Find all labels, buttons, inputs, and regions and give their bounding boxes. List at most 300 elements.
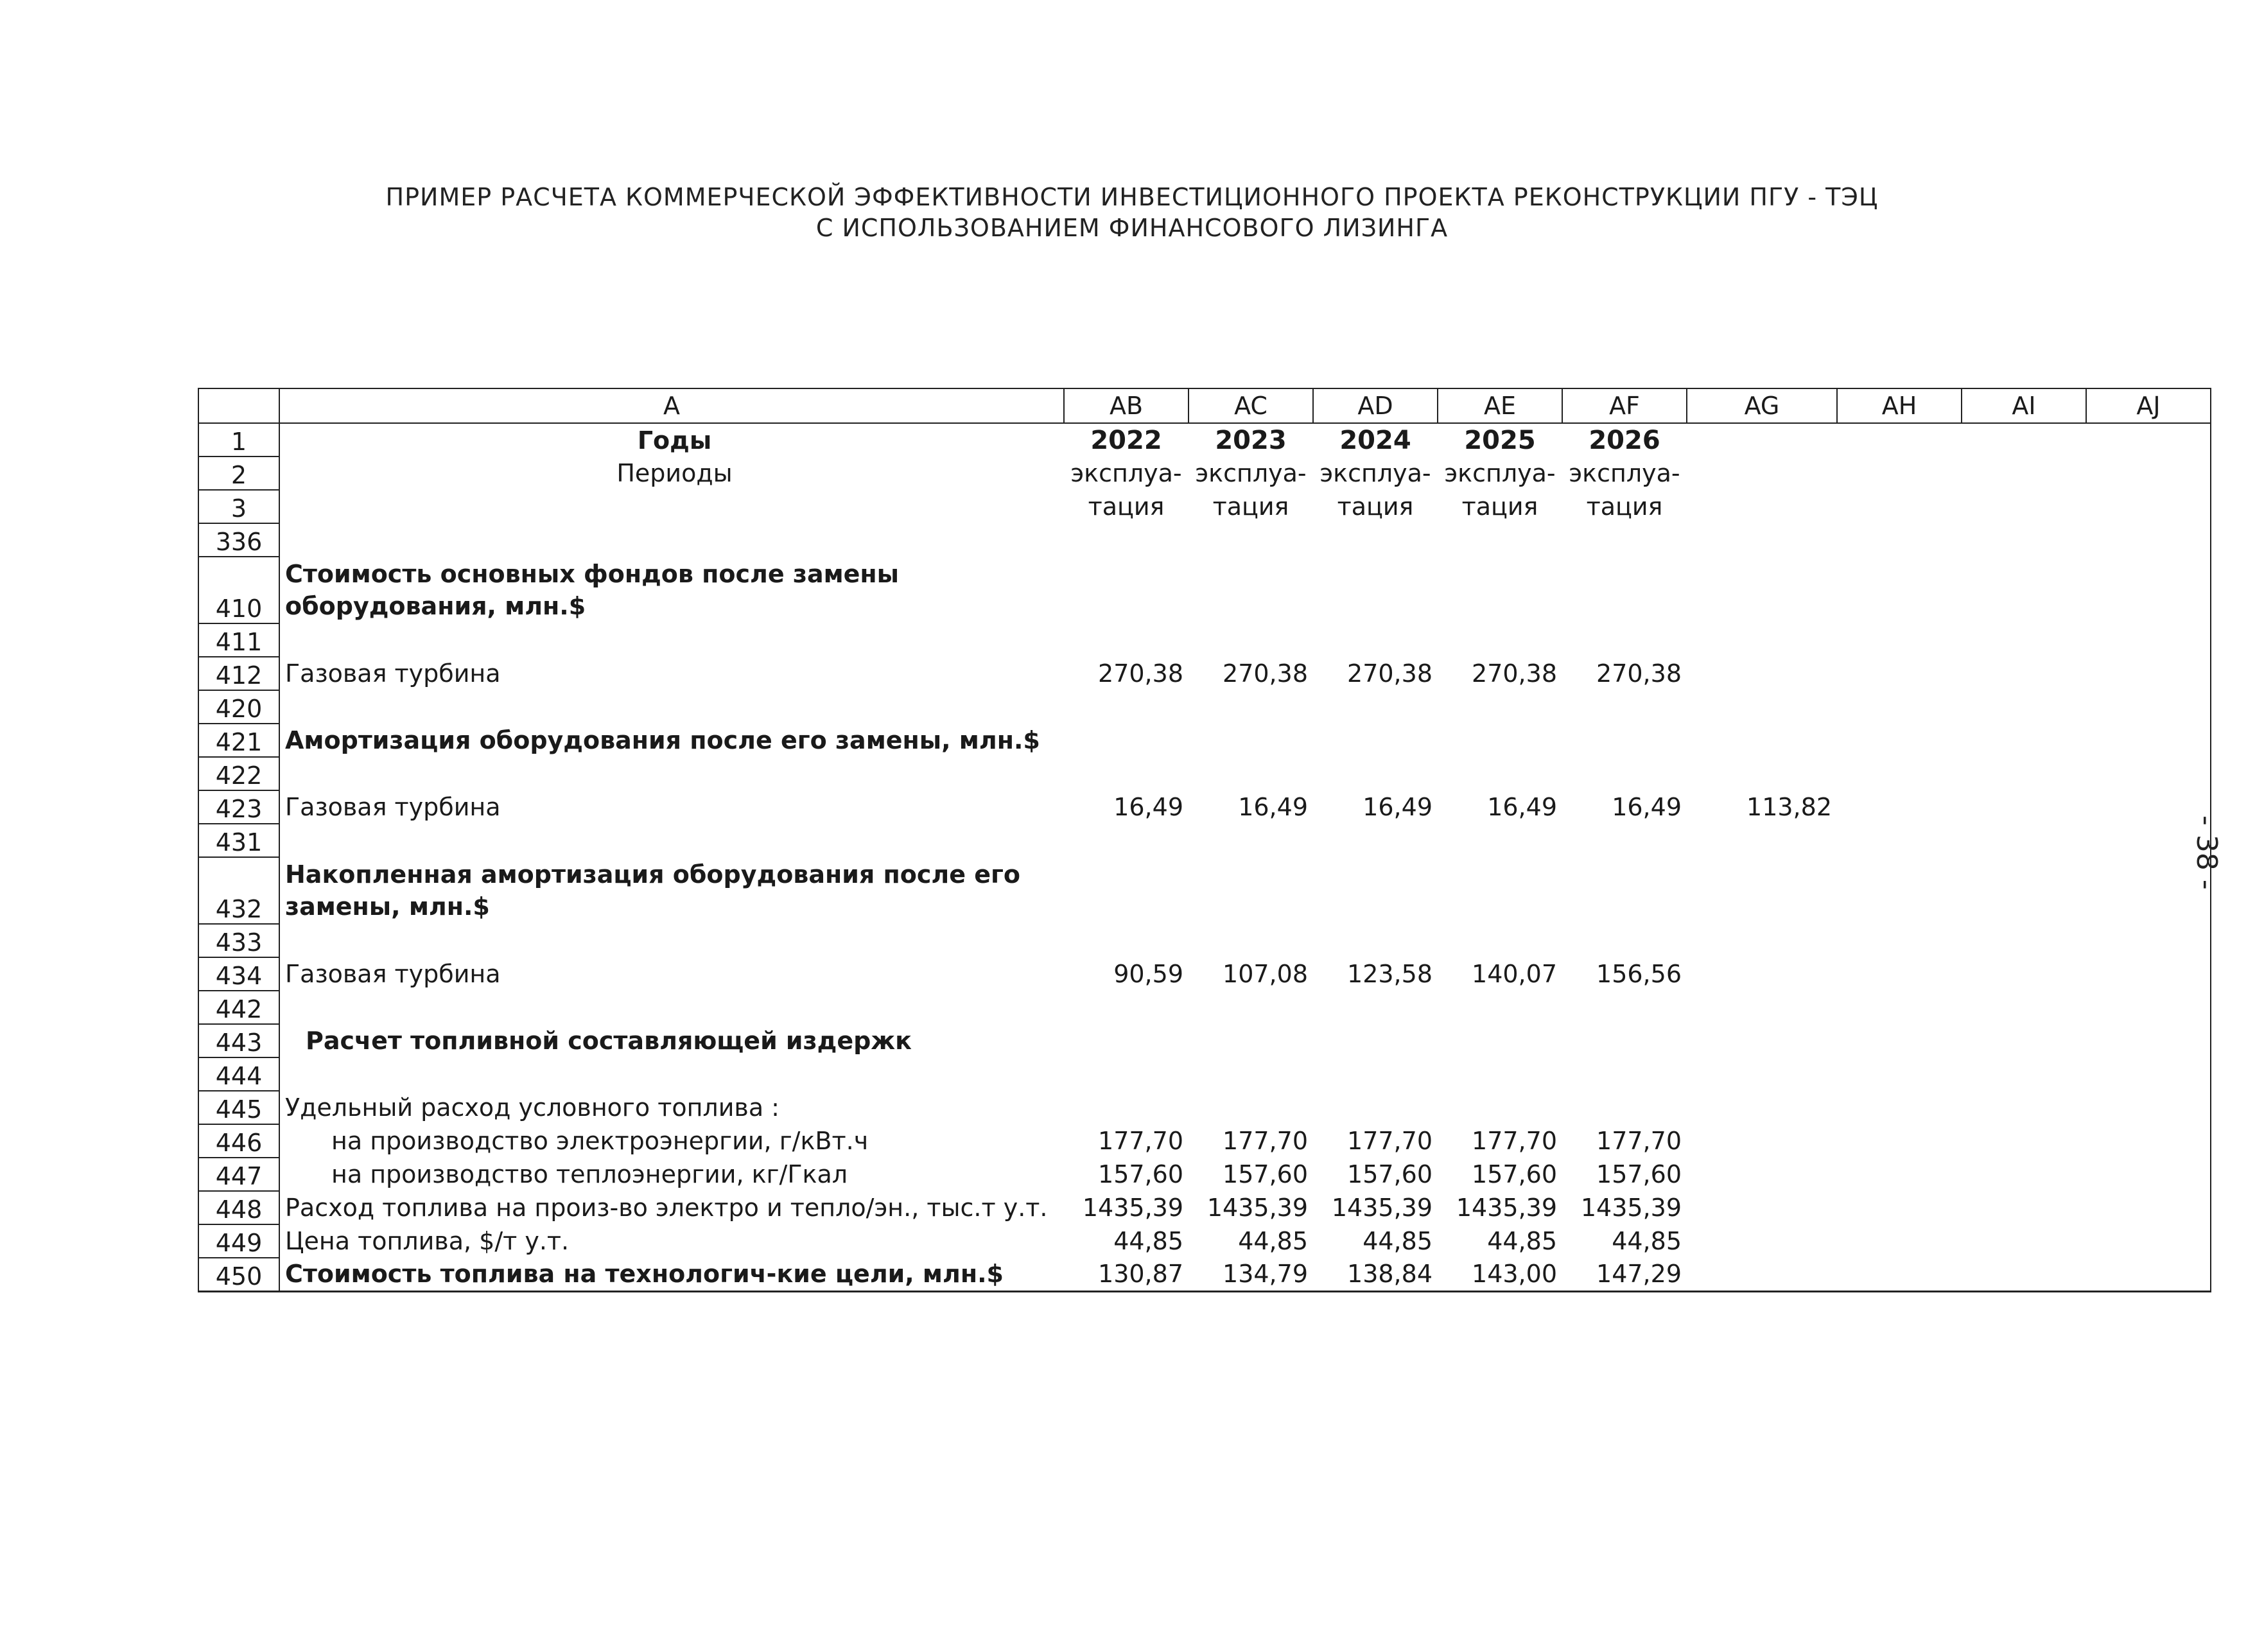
- table-row: [198, 1124, 2211, 1158]
- table-row: [198, 690, 2211, 724]
- row-number[interactable]: 3: [198, 490, 279, 523]
- row-label[interactable]: Расчет топливной составляющей издержк: [279, 1024, 1064, 1057]
- cell-value[interactable]: [2086, 1124, 2211, 1158]
- row-number[interactable]: 2: [198, 456, 279, 490]
- cell-value[interactable]: [2086, 423, 2211, 456]
- cell-value[interactable]: [2086, 1024, 2211, 1057]
- cell-value[interactable]: [1962, 1224, 2086, 1258]
- table-row: [198, 991, 2211, 1024]
- cell-value[interactable]: 138,84: [1313, 1258, 1438, 1291]
- cell-value[interactable]: [2086, 924, 2211, 957]
- cell-value[interactable]: 2026: [1589, 425, 1660, 455]
- row-number[interactable]: 443: [198, 1024, 279, 1057]
- cell-value[interactable]: [1687, 456, 1837, 490]
- cell-value[interactable]: [1313, 924, 1438, 957]
- cell-value[interactable]: 1435,39: [1206, 1194, 1308, 1222]
- column-header-ai[interactable]: AI: [1962, 388, 2086, 423]
- cell-value[interactable]: [2086, 523, 2211, 557]
- cell-value[interactable]: [1189, 1024, 1313, 1057]
- row-label[interactable]: [279, 924, 1064, 957]
- cell-value[interactable]: [1962, 690, 2086, 724]
- cell-value[interactable]: [1837, 623, 1962, 657]
- cell-value[interactable]: [1189, 690, 1313, 724]
- cell-value[interactable]: [1313, 991, 1438, 1024]
- cell-value[interactable]: [1562, 1024, 1687, 1057]
- cell-value[interactable]: [1837, 456, 1962, 490]
- cell-value[interactable]: [2086, 690, 2211, 724]
- cell-value[interactable]: [1064, 757, 1189, 790]
- row-number[interactable]: 431: [198, 824, 279, 857]
- page-number: - 38 -: [2190, 815, 2223, 890]
- cell-value[interactable]: [1064, 824, 1189, 857]
- cell-value[interactable]: [1962, 490, 2086, 523]
- cell-value[interactable]: [1687, 523, 1837, 557]
- cell-value[interactable]: [1064, 1091, 1189, 1124]
- row-label[interactable]: Газовая турбина: [279, 657, 1064, 690]
- cell-value[interactable]: 16,49: [1487, 793, 1557, 821]
- cell-value[interactable]: 270,38: [1098, 659, 1183, 688]
- cell-value[interactable]: 157,60: [1472, 1160, 1557, 1188]
- cell-value[interactable]: [1837, 1158, 1962, 1191]
- table-row: [198, 790, 2211, 824]
- cell-value[interactable]: [2086, 991, 2211, 1024]
- cell-value[interactable]: [1962, 1191, 2086, 1224]
- column-header-a[interactable]: A: [279, 388, 1064, 423]
- row-number[interactable]: 411: [198, 623, 279, 657]
- cell-value[interactable]: [1687, 1158, 1837, 1191]
- cell-value[interactable]: [1438, 824, 1562, 857]
- cell-value[interactable]: [1962, 623, 2086, 657]
- cell-value[interactable]: 270,38: [1223, 659, 1308, 688]
- row-label[interactable]: Годы: [279, 423, 1064, 456]
- cell-value[interactable]: [1687, 1057, 1837, 1091]
- cell-value[interactable]: [1687, 757, 1837, 790]
- cell-value[interactable]: [1313, 824, 1438, 857]
- cell-value[interactable]: [1313, 690, 1438, 724]
- cell-value[interactable]: [1962, 1057, 2086, 1091]
- cell-value[interactable]: [1837, 957, 1962, 991]
- cell-value[interactable]: [1687, 1258, 1837, 1291]
- cell-value[interactable]: [1837, 1224, 1962, 1258]
- cell-value[interactable]: эксплуа-: [1319, 459, 1431, 487]
- cell-value[interactable]: [2086, 557, 2211, 623]
- cell-value[interactable]: [1837, 790, 1962, 824]
- row-number[interactable]: 412: [198, 657, 279, 690]
- cell-value[interactable]: [1438, 857, 1562, 924]
- cell-value[interactable]: тация: [1337, 492, 1414, 521]
- cell-value[interactable]: [1837, 1057, 1962, 1091]
- cell-value[interactable]: [2086, 1191, 2211, 1224]
- cell-value[interactable]: [1189, 824, 1313, 857]
- cell-value[interactable]: 157,60: [1347, 1160, 1432, 1188]
- cell-value[interactable]: [1189, 523, 1313, 557]
- row-label[interactable]: [279, 490, 1064, 523]
- cell-value[interactable]: [2086, 824, 2211, 857]
- row-number[interactable]: 336: [198, 523, 279, 557]
- cell-value[interactable]: [1189, 1091, 1313, 1124]
- cell-value[interactable]: [1064, 991, 1189, 1024]
- cell-value[interactable]: [1313, 623, 1438, 657]
- cell-value[interactable]: 90,59: [1113, 960, 1183, 988]
- row-label[interactable]: [279, 1057, 1064, 1091]
- cell-value[interactable]: 2022: [1090, 425, 1162, 455]
- cell-value[interactable]: 2024: [1339, 425, 1411, 455]
- column-header-ae[interactable]: AE: [1438, 388, 1562, 423]
- row-label[interactable]: Стоимость основных фондов после замены оборудования, млн.$: [279, 557, 1064, 623]
- cell-value[interactable]: 157,60: [1223, 1160, 1308, 1188]
- cell-value[interactable]: 157,60: [1098, 1160, 1183, 1188]
- cell-value[interactable]: 16,49: [1113, 793, 1183, 821]
- cell-value[interactable]: 130,87: [1064, 1258, 1189, 1291]
- table-row: [198, 1258, 2211, 1291]
- cell-value[interactable]: [1962, 557, 2086, 623]
- cell-value[interactable]: [1962, 523, 2086, 557]
- cell-value[interactable]: [1064, 1024, 1189, 1057]
- row-label[interactable]: Расход топлива на произ-во электро и тепло/эн., тыс.т у.т.: [279, 1191, 1064, 1224]
- cell-value[interactable]: [1562, 724, 1687, 757]
- cell-value[interactable]: [1962, 456, 2086, 490]
- cell-value[interactable]: 44,85: [1363, 1227, 1432, 1255]
- cell-value[interactable]: [1438, 991, 1562, 1024]
- cell-value[interactable]: [1064, 724, 1189, 757]
- cell-value[interactable]: [1962, 657, 2086, 690]
- cell-value[interactable]: 147,29: [1562, 1258, 1687, 1291]
- cell-value[interactable]: [1687, 824, 1837, 857]
- row-number[interactable]: 423: [198, 790, 279, 824]
- row-label[interactable]: на производство электроэнергии, г/кВт.ч: [279, 1124, 1064, 1158]
- row-label[interactable]: на производство теплоэнергии, кг/Гкал: [279, 1158, 1064, 1191]
- cell-value[interactable]: [2086, 490, 2211, 523]
- cell-value[interactable]: [1962, 991, 2086, 1024]
- cell-value[interactable]: [1962, 790, 2086, 824]
- cell-value[interactable]: [1687, 1024, 1837, 1057]
- cell-value[interactable]: [1962, 957, 2086, 991]
- cell-value[interactable]: [2086, 1057, 2211, 1091]
- row-label[interactable]: [279, 824, 1064, 857]
- row-label[interactable]: Газовая турбина: [279, 790, 1064, 824]
- row-number[interactable]: 1: [198, 423, 279, 456]
- cell-value[interactable]: [1687, 690, 1837, 724]
- cell-value[interactable]: [1562, 523, 1687, 557]
- cell-value[interactable]: [1438, 1091, 1562, 1124]
- row-number[interactable]: 447: [198, 1158, 279, 1191]
- cell-value[interactable]: эксплуа-: [1569, 459, 1680, 487]
- cell-value[interactable]: [1962, 423, 2086, 456]
- cell-value[interactable]: [1837, 490, 1962, 523]
- table-row: [198, 456, 2211, 490]
- cell-value[interactable]: [2086, 757, 2211, 790]
- table-row: [198, 423, 2211, 456]
- row-label[interactable]: [279, 690, 1064, 724]
- cell-value[interactable]: 143,00: [1438, 1258, 1562, 1291]
- row-number[interactable]: 446: [198, 1124, 279, 1158]
- column-header-ab[interactable]: AB: [1064, 388, 1189, 423]
- document-title-line-2: С ИСПОЛЬЗОВАНИЕМ ФИНАНСОВОГО ЛИЗИНГА: [815, 214, 1449, 242]
- cell-value[interactable]: [2086, 1158, 2211, 1191]
- table-row: [198, 857, 2211, 924]
- cell-value[interactable]: [2086, 957, 2211, 991]
- cell-value[interactable]: [1837, 824, 1962, 857]
- cell-value[interactable]: [1837, 557, 1962, 623]
- cell-value[interactable]: [1562, 623, 1687, 657]
- cell-value[interactable]: [1837, 657, 1962, 690]
- cell-value[interactable]: [1687, 557, 1837, 623]
- cell-value[interactable]: [1438, 623, 1562, 657]
- row-label[interactable]: Цена топлива, $/т у.т.: [279, 1224, 1064, 1258]
- cell-value[interactable]: [1687, 924, 1837, 957]
- cell-value[interactable]: [2086, 657, 2211, 690]
- cell-value[interactable]: [1313, 1091, 1438, 1124]
- row-number[interactable]: 450: [198, 1258, 279, 1291]
- cell-value[interactable]: [2086, 1258, 2211, 1291]
- cell-value[interactable]: [1837, 757, 1962, 790]
- cell-value[interactable]: [2086, 1224, 2211, 1258]
- cell-value[interactable]: [1687, 1091, 1837, 1124]
- cell-value[interactable]: [1313, 757, 1438, 790]
- cell-value[interactable]: 134,79: [1189, 1258, 1313, 1291]
- table-row: [198, 757, 2211, 790]
- row-number[interactable]: 410: [198, 557, 279, 623]
- cell-value[interactable]: [1189, 724, 1313, 757]
- cell-value[interactable]: [1687, 490, 1837, 523]
- cell-value[interactable]: [1313, 724, 1438, 757]
- cell-value[interactable]: 177,70: [1596, 1127, 1682, 1155]
- column-header-af[interactable]: AF: [1562, 388, 1687, 423]
- table-row: [198, 924, 2211, 957]
- cell-value[interactable]: [1313, 557, 1438, 623]
- cell-value[interactable]: [1687, 857, 1837, 924]
- table-row: [198, 957, 2211, 991]
- cell-value[interactable]: [1837, 1258, 1962, 1291]
- cell-value[interactable]: 270,38: [1347, 659, 1432, 688]
- spreadsheet-table: [198, 388, 2211, 1292]
- cell-value[interactable]: [1189, 557, 1313, 623]
- cell-value[interactable]: 44,85: [1238, 1227, 1308, 1255]
- cell-value[interactable]: [1189, 924, 1313, 957]
- cell-value[interactable]: 44,85: [1113, 1227, 1183, 1255]
- table-row: [198, 557, 2211, 623]
- row-number[interactable]: 434: [198, 957, 279, 991]
- cell-value[interactable]: [1962, 724, 2086, 757]
- cell-value[interactable]: тация: [1586, 492, 1663, 521]
- corner-cell[interactable]: [198, 388, 279, 423]
- cell-value[interactable]: [1562, 690, 1687, 724]
- cell-value[interactable]: 177,70: [1347, 1127, 1432, 1155]
- cell-value[interactable]: 1435,39: [1331, 1194, 1432, 1222]
- cell-value[interactable]: [1687, 657, 1837, 690]
- row-label[interactable]: Стоимость топлива на технологич-кие цели, млн.$: [279, 1258, 1064, 1291]
- cell-value[interactable]: 270,38: [1596, 659, 1682, 688]
- cell-value[interactable]: [1562, 557, 1687, 623]
- row-number[interactable]: 420: [198, 690, 279, 724]
- cell-value[interactable]: [1562, 757, 1687, 790]
- cell-value[interactable]: 177,70: [1223, 1127, 1308, 1155]
- cell-value[interactable]: [1837, 991, 1962, 1024]
- row-label[interactable]: Накопленная амортизация оборудования после его замены, млн.$: [279, 857, 1064, 924]
- cell-value[interactable]: [1438, 757, 1562, 790]
- cell-value[interactable]: 107,08: [1223, 960, 1308, 988]
- cell-value[interactable]: [1438, 1057, 1562, 1091]
- cell-value[interactable]: 16,49: [1363, 793, 1432, 821]
- cell-value[interactable]: [1562, 991, 1687, 1024]
- cell-value[interactable]: [1189, 757, 1313, 790]
- cell-value[interactable]: [1962, 1258, 2086, 1291]
- cell-value[interactable]: [1962, 1091, 2086, 1124]
- cell-value[interactable]: [1837, 857, 1962, 924]
- row-label[interactable]: Газовая турбина: [279, 957, 1064, 991]
- cell-value[interactable]: [2086, 790, 2211, 824]
- cell-value[interactable]: [1189, 1057, 1313, 1091]
- table-row: [198, 1091, 2211, 1124]
- cell-value[interactable]: [1687, 1224, 1837, 1258]
- cell-value[interactable]: 16,49: [1612, 793, 1682, 821]
- cell-value[interactable]: [1189, 857, 1313, 924]
- cell-value[interactable]: [1962, 1158, 2086, 1191]
- cell-value[interactable]: [1687, 1191, 1837, 1224]
- row-number[interactable]: 432: [198, 857, 279, 924]
- row-label[interactable]: Удельный расход условного топлива :: [279, 1091, 1064, 1124]
- cell-value[interactable]: [1837, 1091, 1962, 1124]
- cell-value[interactable]: [1962, 857, 2086, 924]
- cell-value[interactable]: [1562, 1057, 1687, 1091]
- column-header-ah[interactable]: AH: [1837, 388, 1962, 423]
- cell-value[interactable]: [1962, 824, 2086, 857]
- table-row: [198, 657, 2211, 690]
- cell-value[interactable]: [1313, 1057, 1438, 1091]
- row-label[interactable]: [279, 991, 1064, 1024]
- cell-value[interactable]: [1962, 924, 2086, 957]
- table-row: [198, 824, 2211, 857]
- cell-value[interactable]: 2023: [1215, 425, 1287, 455]
- cell-value[interactable]: [1687, 623, 1837, 657]
- row-label[interactable]: Периоды: [279, 456, 1064, 490]
- cell-value[interactable]: 16,49: [1238, 793, 1308, 821]
- cell-value[interactable]: [1837, 1191, 1962, 1224]
- table-row: [198, 1191, 2211, 1224]
- cell-value[interactable]: 177,70: [1098, 1127, 1183, 1155]
- cell-value[interactable]: [1687, 423, 1837, 456]
- column-header-ac[interactable]: AC: [1189, 388, 1313, 423]
- cell-value[interactable]: [1064, 924, 1189, 957]
- cell-value[interactable]: [1064, 857, 1189, 924]
- row-label[interactable]: [279, 523, 1064, 557]
- cell-value[interactable]: [1687, 1124, 1837, 1158]
- table-row: [198, 523, 2211, 557]
- cell-value[interactable]: [1313, 523, 1438, 557]
- cell-value[interactable]: [1438, 924, 1562, 957]
- row-number[interactable]: 421: [198, 724, 279, 757]
- cell-value[interactable]: 140,07: [1472, 960, 1557, 988]
- column-header-ad[interactable]: AD: [1313, 388, 1438, 423]
- cell-value[interactable]: [1837, 690, 1962, 724]
- cell-value[interactable]: [1064, 523, 1189, 557]
- cell-value[interactable]: [1837, 1024, 1962, 1057]
- cell-value[interactable]: 1435,39: [1580, 1194, 1682, 1222]
- cell-value[interactable]: тация: [1088, 492, 1165, 521]
- row-number[interactable]: 448: [198, 1191, 279, 1224]
- cell-value[interactable]: 177,70: [1472, 1127, 1557, 1155]
- row-number[interactable]: 444: [198, 1057, 279, 1091]
- cell-value[interactable]: [1962, 1124, 2086, 1158]
- cell-value[interactable]: [1837, 523, 1962, 557]
- cell-value[interactable]: [1687, 957, 1837, 991]
- cell-value[interactable]: 157,60: [1596, 1160, 1682, 1188]
- cell-value[interactable]: [1837, 924, 1962, 957]
- row-number[interactable]: 449: [198, 1224, 279, 1258]
- cell-value[interactable]: [1837, 724, 1962, 757]
- cell-value[interactable]: эксплуа-: [1070, 459, 1182, 487]
- cell-value[interactable]: [2086, 857, 2211, 924]
- cell-value[interactable]: тация: [1461, 492, 1538, 521]
- table-row: [198, 724, 2211, 757]
- cell-value[interactable]: 123,58: [1347, 960, 1432, 988]
- cell-value[interactable]: тация: [1212, 492, 1289, 521]
- cell-value[interactable]: [2086, 623, 2211, 657]
- cell-value[interactable]: 113,82: [1746, 793, 1832, 821]
- cell-value[interactable]: [1962, 757, 2086, 790]
- cell-value[interactable]: [1064, 1057, 1189, 1091]
- cell-value[interactable]: [1313, 857, 1438, 924]
- cell-value[interactable]: [1837, 423, 1962, 456]
- table-row: [198, 1224, 2211, 1258]
- row-label[interactable]: [279, 623, 1064, 657]
- table-row: [198, 1024, 2211, 1057]
- table-row: [198, 1158, 2211, 1191]
- cell-value[interactable]: [1189, 991, 1313, 1024]
- cell-value[interactable]: [1562, 857, 1687, 924]
- table-row: [198, 1057, 2211, 1091]
- cell-value[interactable]: [1313, 1024, 1438, 1057]
- row-number[interactable]: 422: [198, 757, 279, 790]
- cell-value[interactable]: эксплуа-: [1444, 459, 1556, 487]
- cell-value[interactable]: [1064, 557, 1189, 623]
- cell-value[interactable]: [1064, 623, 1189, 657]
- cell-value[interactable]: 1435,39: [1082, 1194, 1183, 1222]
- cell-value[interactable]: 44,85: [1487, 1227, 1557, 1255]
- cell-value[interactable]: 1435,39: [1456, 1194, 1557, 1222]
- cell-value[interactable]: [2086, 1091, 2211, 1124]
- row-number[interactable]: 433: [198, 924, 279, 957]
- cell-value[interactable]: [1962, 1024, 2086, 1057]
- cell-value[interactable]: [1562, 924, 1687, 957]
- cell-value[interactable]: 2025: [1464, 425, 1536, 455]
- row-number[interactable]: 442: [198, 991, 279, 1024]
- cell-value[interactable]: [1562, 1091, 1687, 1124]
- cell-value[interactable]: [2086, 456, 2211, 490]
- cell-value[interactable]: [1438, 1024, 1562, 1057]
- cell-value[interactable]: [1687, 991, 1837, 1024]
- row-label[interactable]: Амортизация оборудования после его замены, млн.$: [279, 724, 1064, 757]
- cell-value[interactable]: [1687, 724, 1837, 757]
- cell-value[interactable]: [1837, 1124, 1962, 1158]
- column-header-ag[interactable]: AG: [1687, 388, 1837, 423]
- cell-value[interactable]: [2086, 724, 2211, 757]
- cell-value[interactable]: 270,38: [1472, 659, 1557, 688]
- column-header-aj[interactable]: AJ: [2086, 388, 2211, 423]
- row-label[interactable]: [279, 757, 1064, 790]
- cell-value[interactable]: [1438, 523, 1562, 557]
- cell-value[interactable]: [1562, 824, 1687, 857]
- row-number[interactable]: 445: [198, 1091, 279, 1124]
- cell-value[interactable]: [1438, 557, 1562, 623]
- cell-value[interactable]: 156,56: [1596, 960, 1682, 988]
- cell-value[interactable]: [1189, 623, 1313, 657]
- cell-value[interactable]: 44,85: [1612, 1227, 1682, 1255]
- cell-value[interactable]: эксплуа-: [1195, 459, 1307, 487]
- cell-value[interactable]: [1064, 690, 1189, 724]
- cell-value[interactable]: [1438, 724, 1562, 757]
- cell-value[interactable]: [1438, 690, 1562, 724]
